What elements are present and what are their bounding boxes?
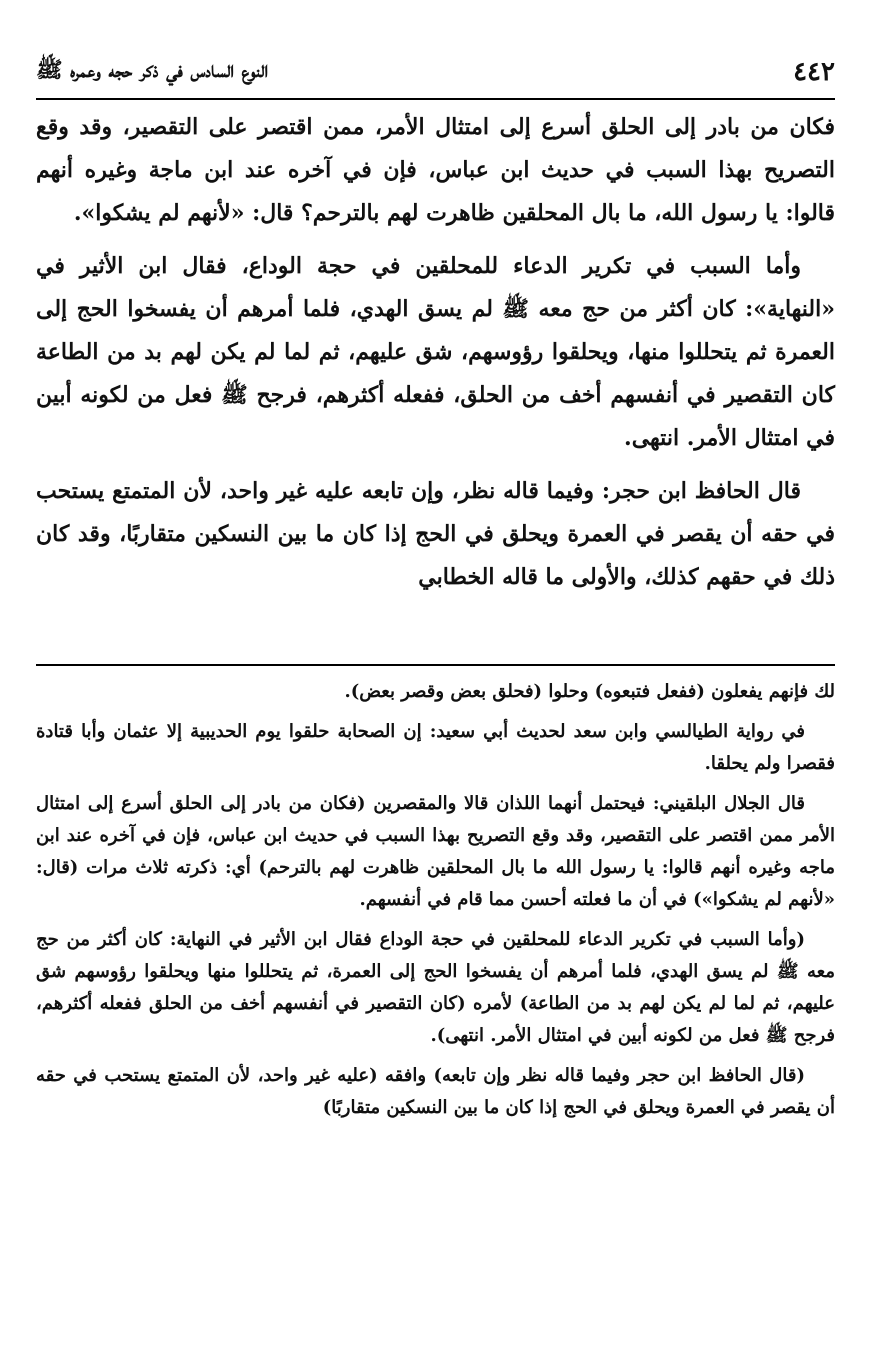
page-number: ٤٤٢ (793, 57, 835, 87)
commentary-paragraph-1: لك فإنهم يفعلون (ففعل فتبعوه) وحلوا (فحلق بعض وقصر بعض). (344, 681, 835, 702)
header-rule (36, 98, 835, 100)
commentary-rule (36, 664, 835, 666)
commentary-paragraph-2: في رواية الطيالسي وابن سعد لحديث أبي سعيد: إن الصحابة حلقوا يوم الحديبية إلا عثمان وأبا قتادة فقصرا ولم يحلقا. (36, 721, 835, 774)
commentary-paragraph-4: (وأما السبب في تكرير الدعاء للمحلقين في حجة الوداع فقال ابن الأثير في النهاية: كان أكثر من حج معه ﷺ لم يسق الهدي، فلما أمرهم أن يفسخوا الحج إلى العمرة، ثم يتحللوا منها ويحلقوا رؤوسهم شق عليهم، ثم لما لم يكن لهم بد من الطاعة) لأمره (كان التقصير في أنفسهم أخف من الحلق ففعله أكثرهم، فرجح ﷺ فعل من لكونه أبين في امتثال الأمر. انتهى). (36, 929, 835, 1046)
main-paragraph-1: فكان من بادر إلى الحلق أسرع إلى امتثال الأمر، ممن اقتصر على التقصير، وقد وقع التصريح بهذا السبب في حديث ابن عباس، فإن في آخره عند ابن ماجة وغيره أنهم قالوا: يا رسول الله، ما بال المحلقين ظاهرت لهم بالترحم؟ قال: «لأنهم لم يشكوا». (36, 114, 835, 226)
commentary-paragraph-3: قال الجلال البلقيني: فيحتمل أنهما اللذان قالا والمقصرين (فكان من بادر إلى الحلق أسرع إلى امتثال الأمر ممن اقتصر على التقصير، وقد وقع التصريح بهذا السبب في حديث ابن عباس، فإن في آخره عند ابن ماجه وغيره أنهم قالوا: يا رسول الله ما بال المحلقين ظاهرت لهم بالترحم) أي: ذكرته ثلاث مرات (قال: «لأنهم لم يشكوا») في أن ما فعلته أحسن مما قام في أنفسهم. (36, 793, 835, 910)
commentary-paragraph-5: (قال الحافظ ابن حجر وفيما قاله نظر وإن تابعه) وافقه (عليه غير واحد، لأن المتمتع يستحب في حقه أن يقصر في العمرة ويحلق في الحج إذا كان ما بين النسكين متقاربًا) (36, 1065, 835, 1118)
main-paragraph-3: قال الحافظ ابن حجر: وفيما قاله نظر، وإن تابعه عليه غير واحد، لأن المتمتع يستحب في حقه أن يقصر في العمرة ويحلق في الحج إذا كان ما بين النسكين متقاربًا، وقد كان ذلك في حقهم كذلك، والأولى ما قاله الخطابي (36, 478, 835, 590)
page-header (36, 52, 835, 92)
main-paragraph-2: وأما السبب في تكرير الدعاء للمحلقين في حجة الوداع، فقال ابن الأثير في «النهاية»: كان أكثر من حج معه ﷺ لم يسق الهدي، فلما أمرهم أن يفسخوا الحج إلى العمرة ثم يتحللوا منها، ويحلقوا رؤوسهم، شق عليهم، ثم لما لم يكن لهم بد من الطاعة كان التقصير في أنفسهم أخف من الحلق، ففعله أكثرهم، فرجح ﷺ فعل من لكونه أبين في امتثال الأمر. انتهى. (36, 253, 835, 451)
main-text (36, 106, 835, 609)
running-title: النوع السادس في ذكر حجه وعمره ﷺ (36, 57, 269, 83)
commentary (36, 676, 835, 1132)
